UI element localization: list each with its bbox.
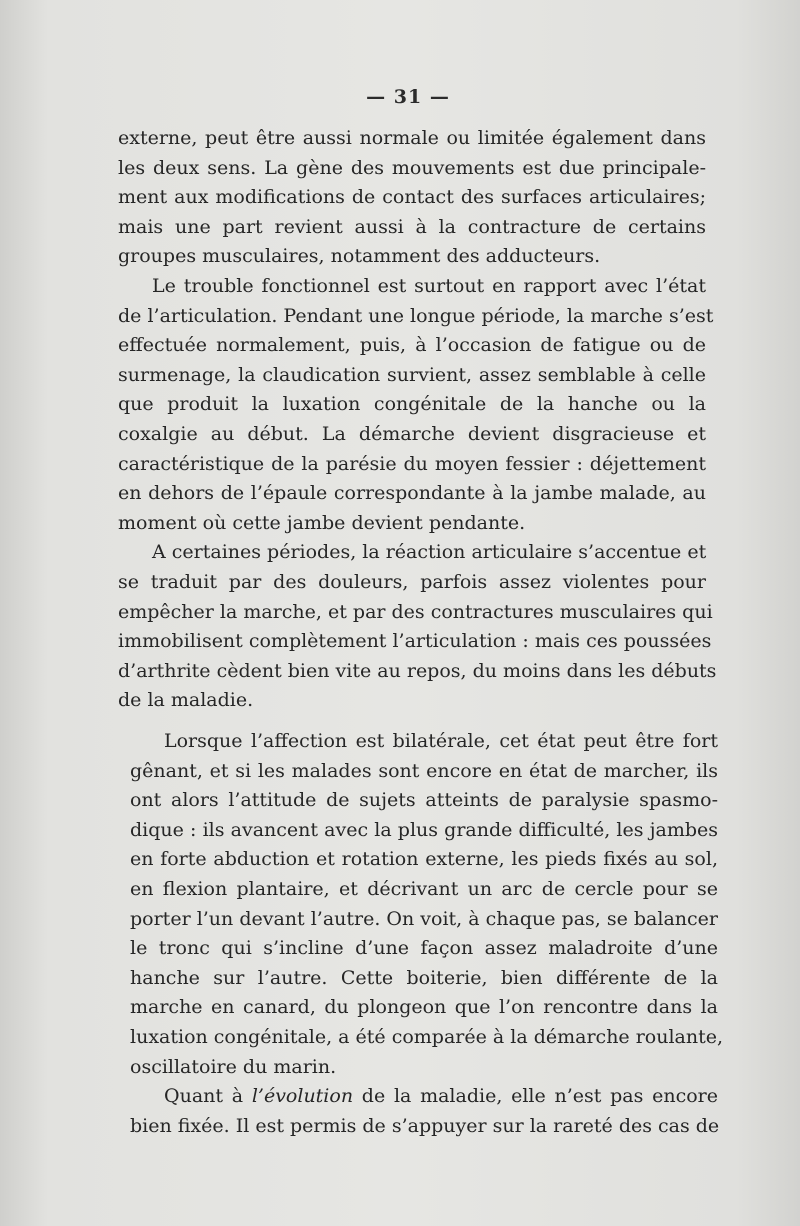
text-line: mais une part revient aussi à la contracture de certains (118, 215, 706, 238)
text-line: effectuée normalement, puis, à l’occasion de fatigue ou de (118, 334, 706, 357)
text-line: se traduit par des douleurs, parfois assez violentes pour (118, 570, 706, 593)
text-line: que produit la luxation congénitale de la hanche ou la (118, 393, 706, 416)
text-line-with-emphasis (130, 1082, 718, 1112)
text-line: marche en canard, du plongeon que l’on rencontre dans la (130, 996, 718, 1019)
text-line: empêcher la marche, et par des contractures musculaires qui (118, 600, 713, 623)
text-line: en forte abduction et rotation externe, les pieds fixés au sol, (130, 848, 718, 871)
text-line: ment aux modifications de contact des surfaces articulaires; (118, 186, 706, 209)
text-line: moment où cette jambe devient pendante. (118, 511, 526, 534)
text-line: groupes musculaires, notamment des adducteurs. (118, 245, 601, 268)
text-block-upper (118, 124, 717, 716)
text-line: surmenage, la claudication survient, assez semblable à celle (118, 363, 706, 386)
text-line: hanche sur l’autre. Cette boiterie, bien différente de la (130, 966, 718, 989)
text-line: luxation congénitale, a été comparée à la démarche roulante, (130, 1025, 724, 1048)
text-line: caractéristique de la parésie du moyen fessier : déjettement (118, 452, 706, 475)
text-line: Le trouble fonctionnel est surtout en rapport avec l’état (152, 274, 706, 297)
text-line: en dehors de l’épaule correspondante à la jambe malade, au (118, 482, 706, 505)
text-line: coxalgie au début. La démarche devient disgracieuse et (118, 422, 706, 445)
text-line: de la maladie. (118, 689, 254, 712)
text-line: A certaines périodes, la réaction articulaire s’accentue et (152, 541, 707, 564)
emphasized-word: l’évolution (251, 1085, 354, 1108)
text-segment: Quant à (164, 1085, 252, 1108)
text-line: d’arthrite cèdent bien vite au repos, du moins dans les débuts (118, 659, 717, 682)
text-line: de l’articulation. Pendant une longue période, la marche s’est (118, 304, 714, 327)
text-segment: de la maladie, elle n’est pas encore (353, 1085, 718, 1108)
text-line: ont alors l’attitude de sujets atteints de paralysie spasmo- (130, 789, 718, 812)
text-line: bien fixée. Il est permis de s’appuyer sur la rareté des cas de (130, 1114, 720, 1137)
text-line: le tronc qui s’incline d’une façon assez maladroite d’une (130, 937, 718, 960)
text-line: gênant, et si les malades sont encore en état de marcher, ils (130, 759, 718, 782)
text-line: dique : ils avancent avec la plus grande difficulté, les jambes (130, 818, 718, 841)
text-line: oscillatoire du marin. (130, 1055, 337, 1078)
text-line: Lorsque l’affection est bilatérale, cet état peut être fort (164, 730, 718, 752)
text-line: immobilisent complètement l’articulation : mais ces poussées (118, 630, 712, 653)
text-line: porter l’un devant l’autre. On voit, à chaque pas, se balancer (130, 907, 718, 930)
text-block-lower (130, 727, 724, 1141)
text-line: externe, peut être aussi normale ou limitée également dans (118, 127, 706, 149)
page-number: — 31 — (366, 86, 450, 108)
text-line: les deux sens. La gène des mouvements est due principale- (118, 156, 706, 179)
text-line: en flexion plantaire, et décrivant un arc de cercle pour se (130, 877, 718, 900)
